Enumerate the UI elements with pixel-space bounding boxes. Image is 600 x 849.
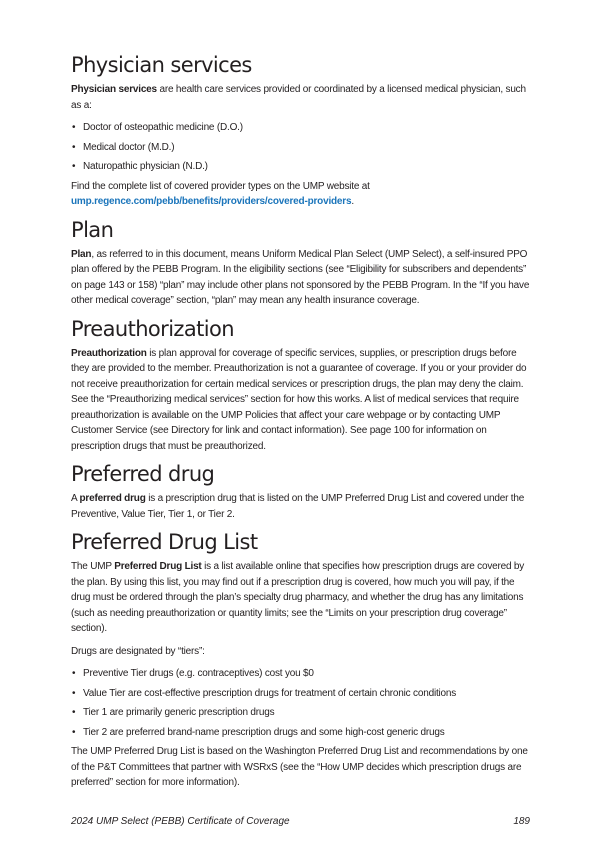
definition: , as referred to in this document, means Uniform Medical Plan Select (UMP Select), a self-insured PPO plan offered by the PEBB Program. In the eligibility sections (see “Eligibility for subscribers and dependents” on page 143 or 158) “plan” may include other plans not sponsored by the PEBB Program. In the “If you have other medical coverage” section, “plan” may mean any health insurance coverage. (71, 248, 530, 306)
plan-definition (71, 247, 535, 309)
definition: is a list available online that specifies how prescription drugs are covered by the plan. By using this list, you may find out if a prescription drug is covered, how much you will pay, if the drug must be ordered through the plan’s specialty drug pharmacy, and whether the drug has any limitations (such as needing preauthorization or quantity limits; see the “Limits on your prescription drug coverage” section). (71, 561, 525, 634)
heading-plan: Plan (71, 217, 114, 242)
section-preferred-drug-list (71, 529, 535, 791)
section-physician-services (71, 52, 535, 210)
heading-preferred-drug: Preferred drug (71, 462, 215, 486)
list-item: • Doctor of osteopathic medicine (D.O.) (71, 120, 535, 136)
definition: are health care services provided or coordinated by a licensed medical physician, such as a: (71, 84, 526, 111)
section-preauthorization (71, 316, 535, 455)
term: Preauthorization (71, 347, 147, 359)
pdl-closing: The UMP Preferred Drug List is based on the Washington Preferred Drug List and recommendations by one of the P&T Committees that partner with WSRxS (see the “How UMP decides which prescription drugs are preferred” section for more information). (71, 746, 528, 788)
list-item: • Naturopathic physician (N.D.) (71, 159, 535, 175)
pre: The UMP (71, 561, 115, 572)
period: . (351, 196, 354, 207)
pre: A (71, 493, 80, 504)
list-item: • Tier 1 are primarily generic prescription drugs (71, 705, 535, 721)
preauthorization-definition (71, 346, 535, 455)
section-plan (71, 217, 535, 309)
footer-title: 2024 UMP Select (PEBB) Certificate of Coverage (71, 815, 290, 827)
heading-physician-services: Physician services (71, 53, 252, 77)
definition: is a prescription drug that is listed on the UMP Preferred Drug List and covered under the Preventive, Value Tier, Tier 1, or Tier 2. (71, 493, 525, 520)
tiers-list (71, 666, 535, 740)
list-item: • Medical doctor (M.D.) (71, 140, 535, 156)
physician-list (71, 120, 535, 175)
list-item: • Value Tier are cost-effective prescription drugs for treatment of certain chronic conditions (71, 686, 535, 702)
physician-intro (71, 82, 535, 113)
list-item: • Preventive Tier drugs (e.g. contraceptives) cost you $0 (71, 666, 535, 682)
find-providers-text (71, 179, 535, 210)
find-text: Find the complete list of covered provider types on the UMP website at (71, 180, 370, 192)
heading-preferred-drug-list: Preferred Drug List (71, 530, 258, 554)
page-number: 189 (513, 815, 530, 827)
list-item: • Tier 2 are preferred brand-name prescription drugs and some high-cost generic drugs (71, 725, 535, 741)
covered-providers-link[interactable]: ump.regence.com/pebb/benefits/providers/covered-providers (71, 196, 352, 207)
term: Plan (71, 248, 92, 260)
definition: is plan approval for coverage of specific services, supplies, or prescription drugs before they are provided to the member. Preauthorization is not a guarantee of coverage. If you or your provider do not receive preauthorization for certain medical services or prescription drugs, the plan may deny the claim. See the “Preauthorizing medical services” section for how this works. A list of medical services that require preauthorization is available on the UMP Policies that affect your care webpage or by contacting UMP Customer Service (see Directory for link and contact information). See page 100 for information on prescription drugs that must be preauthorized. (71, 347, 527, 452)
tiers-intro: Drugs are designated by “tiers”: (71, 645, 205, 657)
term: Preferred Drug List (114, 561, 202, 572)
pdl-definition (71, 559, 535, 637)
section-preferred-drug (71, 461, 535, 522)
preferred-drug-definition (71, 491, 535, 522)
term: Physician services (71, 84, 157, 95)
page-footer (71, 815, 530, 849)
term: preferred drug (79, 493, 146, 504)
heading-preauthorization: Preauthorization (71, 316, 234, 341)
